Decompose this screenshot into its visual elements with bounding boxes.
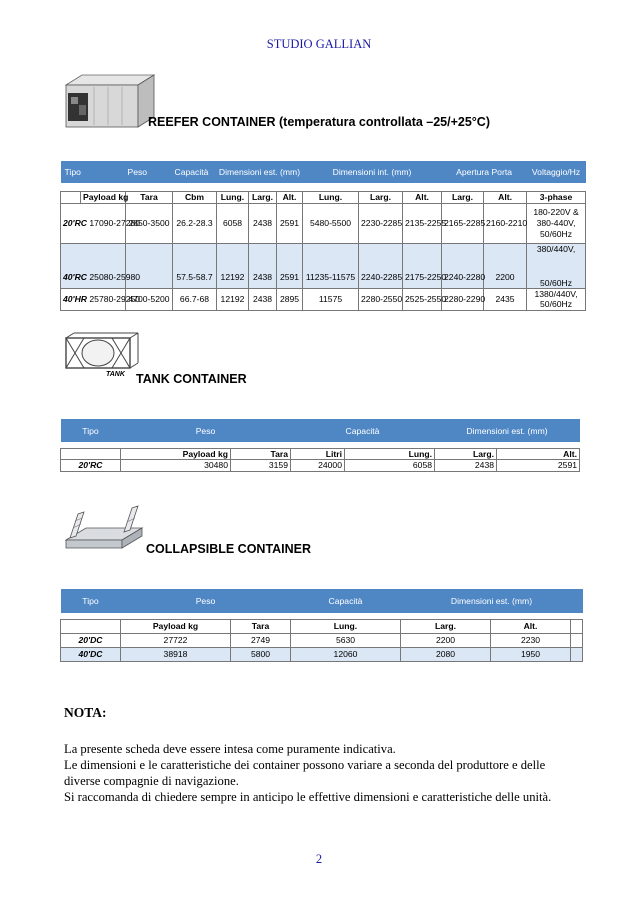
reefer-sub-larg: Larg.: [249, 191, 277, 203]
reefer-cell-tipo-payload: 20'RC 17090-27280: [61, 203, 126, 243]
reefer-sub-palt: Alt.: [484, 191, 527, 203]
collapsible-header-row: [61, 589, 583, 613]
table-row: [61, 633, 583, 647]
reefer-cell: 2175-2250: [403, 243, 442, 288]
reefer-cell: 66.7-68: [173, 288, 217, 310]
collapsible-sub-tara: Tara: [231, 619, 291, 633]
reefer-cell: 2435: [484, 288, 527, 310]
tank-cell-tipo: 20'RC: [61, 459, 121, 471]
collapsible-cell: 2200: [401, 633, 491, 647]
collapsible-sub-lung: Lung.: [291, 619, 401, 633]
reefer-cell: 4700-5200: [126, 288, 173, 310]
collapsible-section-title: COLLAPSIBLE CONTAINER: [146, 542, 312, 556]
collapsible-cell: 27722: [121, 633, 231, 647]
note-title: NOTA:: [64, 705, 107, 720]
reefer-head-tipo: Tipo: [61, 161, 126, 183]
reefer-cell-tipo-payload: 40'HR 25780-29250: [61, 288, 126, 310]
note-line: diverse compagnie di navigazione.: [64, 774, 239, 788]
reefer-cell-tipo-payload: 40'RC 25080-25980: [61, 243, 126, 288]
tank-cell: 30480: [121, 459, 231, 471]
reefer-sub-tara: Tara: [126, 191, 173, 203]
collapsible-head-capacita: Capacità: [291, 589, 401, 613]
reefer-cell: 6058: [217, 203, 249, 243]
collapsible-head-tipo: Tipo: [61, 589, 121, 613]
collapsible-subheader-row: [61, 619, 583, 633]
tank-section-title: TANK CONTAINER: [136, 372, 247, 386]
collapsible-cell-tipo: 20'DC: [61, 633, 121, 647]
table-row: [61, 459, 580, 471]
collapsible-table: [60, 589, 583, 662]
reefer-header-row: [61, 161, 586, 183]
reefer-cell: 2438: [249, 203, 277, 243]
reefer-cell: 2850-3500: [126, 203, 173, 243]
reefer-sub-payload: Payload kg: [81, 191, 126, 203]
note-line: Si raccomanda di chiedere sempre in anticipo le effettive dimensioni e caratteristiche delle unità.: [64, 790, 552, 804]
reefer-cell: 2280-2550: [359, 288, 403, 310]
note-line: La presente scheda deve essere intesa come puramente indicativa.: [64, 742, 396, 756]
reefer-head-apertura: Apertura Porta: [442, 161, 527, 183]
reefer-cell-voltage: 1380/440V, 50/60Hz: [527, 288, 586, 310]
collapsible-container-illustration: [62, 504, 146, 556]
reefer-sub-plarg: Larg.: [442, 191, 484, 203]
tank-subheader-row: [61, 448, 580, 459]
reefer-sub-ilung: Lung.: [303, 191, 359, 203]
reefer-cell-voltage: 380/440V, 50/60Hz: [527, 243, 586, 288]
reefer-cell: 2135-2255: [403, 203, 442, 243]
tank-head-peso: Peso: [121, 419, 291, 442]
reefer-sub-volt: 3-phase: [527, 191, 586, 203]
reefer-sub-lung: Lung.: [217, 191, 249, 203]
tank-cell: 6058: [345, 459, 435, 471]
note-line: Le dimensioni e le caratteristiche dei container possono variare a seconda del produttore e delle: [64, 758, 546, 772]
reefer-cell: 11235-11575: [303, 243, 359, 288]
tank-sub-alt: Alt.: [497, 448, 580, 459]
reefer-table: [60, 161, 586, 311]
reefer-cell-voltage: 180-220V & 380-440V, 50/60Hz: [527, 203, 586, 243]
collapsible-cell: 5800: [231, 647, 291, 661]
reefer-cell: 2895: [277, 288, 303, 310]
reefer-sub-alt: Alt.: [277, 191, 303, 203]
reefer-subheader-row: [61, 191, 586, 203]
collapsible-head-dim-est: Dimensioni est. (mm): [401, 589, 583, 613]
reefer-cell: 5480-5500: [303, 203, 359, 243]
table-row: [61, 288, 586, 310]
collapsible-cell: 12060: [291, 647, 401, 661]
reefer-container-illustration: [64, 73, 156, 129]
collapsible-sub-payload: Payload kg: [121, 619, 231, 633]
reefer-cell: 12192: [217, 243, 249, 288]
tank-cell: 2438: [435, 459, 497, 471]
collapsible-cell: 1950: [491, 647, 571, 661]
tank-sub-lung: Lung.: [345, 448, 435, 459]
reefer-head-dim-int: Dimensioni int. (mm): [303, 161, 442, 183]
reefer-sub-ilarg: Larg.: [359, 191, 403, 203]
reefer-cell: 2160-2210: [484, 203, 527, 243]
reefer-cell: 2280-2290: [442, 288, 484, 310]
reefer-section-title: REEFER CONTAINER (temperatura controllata –25/+25°C): [148, 115, 490, 129]
reefer-cell: 2200: [484, 243, 527, 288]
tank-sub-payload: Payload kg: [121, 448, 231, 459]
collapsible-cell: 2749: [231, 633, 291, 647]
table-row: [61, 243, 586, 288]
tank-cell: 2591: [497, 459, 580, 471]
collapsible-cell: 5630: [291, 633, 401, 647]
tank-cell: 24000: [291, 459, 345, 471]
tank-container-illustration: [62, 332, 140, 382]
reefer-cell: 2165-2285: [442, 203, 484, 243]
tank-head-capacita: Capacità: [291, 419, 435, 442]
collapsible-cell: 2230: [491, 633, 571, 647]
reefer-cell: 26.2-28.3: [173, 203, 217, 243]
reefer-head-voltaggio: Voltaggio/Hz: [527, 161, 586, 183]
collapsible-sub-larg: Larg.: [401, 619, 491, 633]
page-number: 2: [315, 852, 323, 866]
tank-head-dim-est: Dimensioni est. (mm): [435, 419, 580, 442]
reefer-cell: 2240-2285: [359, 243, 403, 288]
reefer-cell: 2591: [277, 243, 303, 288]
reefer-head-capacita: Capacità: [173, 161, 217, 183]
reefer-cell: 2438: [249, 288, 277, 310]
reefer-head-dim-est: Dimensioni est. (mm): [217, 161, 303, 183]
reefer-cell: 12192: [217, 288, 249, 310]
reefer-cell: 11575: [303, 288, 359, 310]
table-row: [61, 647, 583, 661]
collapsible-cell-tipo: 40'DC: [61, 647, 121, 661]
tank-table: [60, 419, 580, 472]
reefer-cell: 57.5-58.7: [173, 243, 217, 288]
document-header-title: STUDIO GALLIAN: [266, 37, 372, 51]
reefer-sub-ialt: Alt.: [403, 191, 442, 203]
tank-sub-larg: Larg.: [435, 448, 497, 459]
reefer-cell: 2240-2280: [442, 243, 484, 288]
note-body: [64, 741, 604, 805]
reefer-sub-cbm: Cbm: [173, 191, 217, 203]
tank-header-row: [61, 419, 580, 442]
collapsible-sub-alt: Alt.: [491, 619, 571, 633]
tank-cell: 3159: [231, 459, 291, 471]
tank-head-tipo: Tipo: [61, 419, 121, 442]
reefer-head-peso: Peso: [126, 161, 173, 183]
collapsible-cell: 38918: [121, 647, 231, 661]
reefer-cell: 2525-2550: [403, 288, 442, 310]
tank-sub-tara: Tara: [231, 448, 291, 459]
table-row: [61, 203, 586, 243]
reefer-cell: 2438: [249, 243, 277, 288]
tank-sub-litri: Litri: [291, 448, 345, 459]
collapsible-cell: 2080: [401, 647, 491, 661]
reefer-cell: 2230-2285: [359, 203, 403, 243]
tank-logo-label: TANK: [106, 371, 125, 378]
collapsible-head-peso: Peso: [121, 589, 291, 613]
reefer-cell: 2591: [277, 203, 303, 243]
